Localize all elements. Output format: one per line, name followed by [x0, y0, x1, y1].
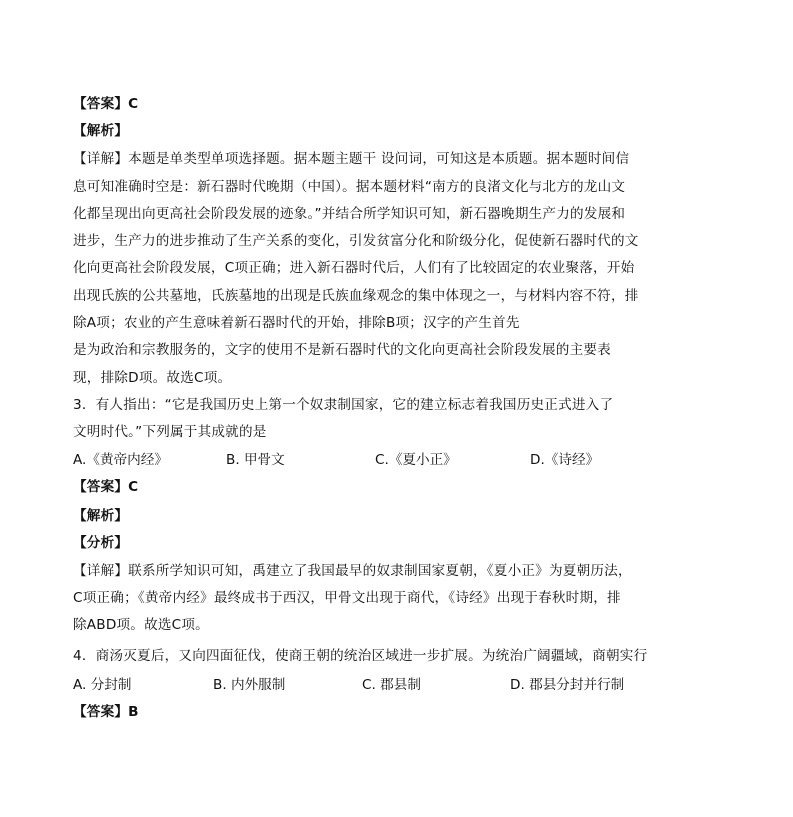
q2-answer: 【答案】C [73, 96, 139, 112]
q4-option-b: B. 内外服制 [213, 677, 286, 693]
q2-detail-line: 现，排除D项。故选C项。 [73, 370, 232, 386]
q2-detail-line: 进步，生产力的进步推动了生产关系的变化，引发贫富分化和阶级分化，促使新石器时代的文 [73, 233, 639, 249]
q2-detail-line: 化都呈现出向更高社会阶段发展的迹象。”并结合所学知识可知，新石器晚期生产力的发展和 [73, 206, 626, 222]
q4-option-c: C. 郡县制 [362, 677, 421, 693]
q2-detail-line: 除A项；农业的产生意味着新石器时代的开始，排除B项；汉字的产生首先 [73, 315, 520, 331]
q4-stem: 4．商汤灭夏后，又向四面征伐，使商王朝的统治区域进一步扩展。为统治广阔疆域，商朝实行 [73, 648, 648, 664]
q3-stem-line: 文明时代。”下列属于其成就的是 [73, 424, 267, 440]
q3-detail-line: C项正确；《黄帝内经》最终成书于西汉，甲骨文出现于商代，《诗经》出现于春秋时期，排 [73, 590, 621, 606]
q2-detail-line: 是为政治和宗教服务的，文字的使用不是新石器时代的文化向更高社会阶段发展的主要表 [73, 342, 611, 358]
q2-detail-line: 息可知准确时空是：新石器时代晚期（中国）。据本题材料“南方的良渚文化与北方的龙山文 [73, 179, 626, 195]
q3-analysis-heading: 【解析】 [73, 508, 129, 524]
q3-stem-line: 3．有人指出：“它是我国历史上第一个奴隶制国家，它的建立标志着我国历史正式进入了 [73, 397, 614, 413]
q3-fenxi-heading: 【分析】 [73, 535, 129, 551]
q2-detail-line: 出现氏族的公共墓地，氏族墓地的出现是氏族血缘观念的集中体现之一，与材料内容不符，排 [73, 288, 639, 304]
q3-option-b: B. 甲骨文 [226, 452, 285, 468]
q2-analysis-heading: 【解析】 [73, 123, 129, 139]
q4-answer: 【答案】B [73, 704, 139, 720]
q3-detail-line: 除ABD项。故选C项。 [73, 617, 209, 633]
q4-option-a: A. 分封制 [73, 677, 132, 693]
q3-option-d: D.《诗经》 [530, 452, 600, 468]
q2-detail-line: 【详解】本题是单类型单项选择题。据本题主题干 设问词，可知这是本质题。据本题时间信 [73, 151, 630, 167]
q3-option-c: C.《夏小正》 [375, 452, 457, 468]
q4-option-d: D. 郡县分封并行制 [510, 677, 625, 693]
q2-detail-line: 化向更高社会阶段发展，C项正确；进入新石器时代后，人们有了比较固定的农业聚落，开始 [73, 260, 635, 276]
q3-option-a: A.《黄帝内经》 [73, 452, 168, 468]
q3-detail-line: 【详解】联系所学知识可知，禹建立了我国最早的奴隶制国家夏朝，《夏小正》为夏朝历法， [73, 563, 632, 579]
q3-answer: 【答案】C [73, 479, 139, 495]
